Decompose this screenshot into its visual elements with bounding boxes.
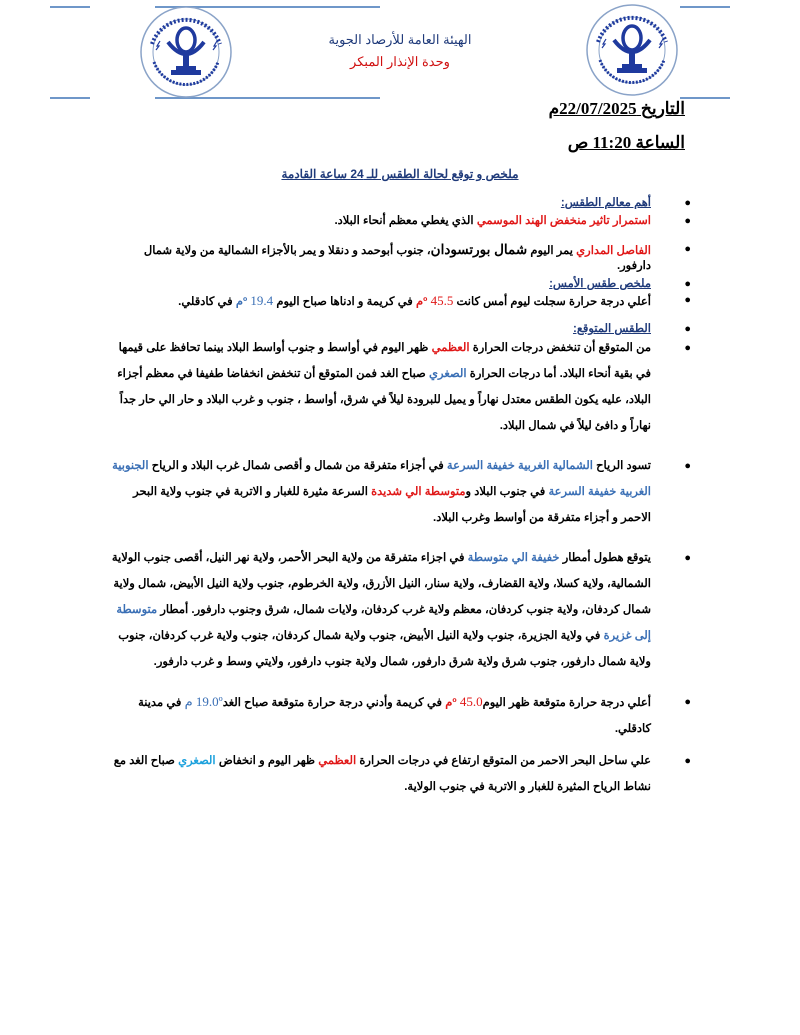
highlight-red: استمرار تاثير منخفض الهند الموسمي: [476, 215, 651, 227]
highlight-light-blue: الصغري: [178, 755, 216, 767]
feature-text: ، جنوب أبوحمد و دنقلا و يمر بالأجزاء الشمالية من ولاية شمال دارفور.: [143, 245, 651, 272]
bullet-icon: ●: [684, 342, 691, 354]
forecast-item: [110, 689, 691, 742]
text: في ولاية الجزيرة، جنوب ولاية النيل الأبيض، جنوب ولاية شمال كردفان، جنوب ولاية غرب كردفان، جنوب ولاية شمال دارفور، جنوب شرق ولاية شرق دارفور، شمال ولاية جنوب دارفور، ولايتي وسط و غرب دارفور.: [118, 630, 651, 668]
forecast-item: [110, 335, 691, 439]
bullet-icon: ●: [684, 323, 691, 335]
report-title: ملخص و توقع لحالة الطقس للـ 24 ساعة القادمة: [281, 167, 519, 181]
highlight-bold: شمال بورتسودان: [430, 242, 528, 257]
forecast-item: [110, 453, 691, 531]
text: صباح الغد فمن المتوقع أن تنخفض انخفاضا طفيفا في معظم أجزاء البلاد، عليه يكون الطقس معتدل نهاراً و يميل للبرودة ليلاً في شرق، أواسط ، جنوب و غرب البلاد و حار الي حار جداً نهاراً و دافئ ليلاً في شمال البلاد.: [117, 368, 651, 432]
text: في كريمة و ادناها صباح اليوم: [273, 296, 416, 308]
highlight-red: العظمي: [431, 342, 470, 354]
text: في كريمة وأدني درجة حرارة متوقعة صباح الغد: [222, 697, 446, 709]
report-body: [110, 196, 691, 800]
text: صباح الغد مع نشاط الرياح المثيرة للغبار و الاتربة في جنوب الولاية.: [113, 755, 651, 793]
org-header: [280, 32, 520, 70]
org-name: الهيئة العامة للأرصاد الجوية: [328, 32, 472, 47]
feature-text: يمر اليوم: [527, 245, 577, 257]
highlight-red: العظمي: [318, 755, 357, 767]
yesterday-item: [110, 293, 691, 310]
min-temp: 19.4: [247, 293, 274, 308]
text: في أجزاء متفرقة من شمال و أقصى شمال غرب البلاد و الرياح: [148, 460, 447, 472]
bullet-icon: ●: [684, 197, 691, 209]
feature-item: [110, 214, 691, 229]
min-temp: 19.0º م: [184, 694, 223, 709]
text: علي ساحل البحر الاحمر من المتوقع ارتفاع في درجات الحرارة: [356, 755, 651, 767]
max-temp-unit: ºم: [415, 296, 428, 308]
header-rule-bottom-a: [50, 97, 90, 99]
header-rule-bottom-c: [680, 97, 730, 99]
min-temp-unit: ºم: [235, 296, 248, 308]
header-rule-top-c: [680, 6, 730, 8]
text: السرعة مثيرة للغبار و الاتربة في جنوب ولاية البحر الاحمر و أجزاء متفرقة من أواسط وغرب البلاد.: [133, 486, 651, 524]
text: في مدينة كادقلي.: [138, 697, 651, 735]
forecast-item: [110, 545, 691, 675]
text: ظهر اليوم و انخفاض: [215, 755, 319, 767]
text: تسود الرياح: [592, 460, 651, 472]
text: في جنوب البلاد و: [465, 486, 549, 498]
bullet-icon: ●: [684, 215, 691, 227]
text: في كادقلي.: [178, 296, 236, 308]
max-temp: 45.5: [427, 293, 454, 308]
max-temp: 45.0: [456, 694, 483, 709]
text: في اجزاء متفرقة من ولاية البحر الأحمر، ولاية نهر النيل، أقصى جنوب الولاية الشمالية، ولاية كسلا، ولاية القضارف، ولاية سنار، النيل الأزرق، ولاية الخرطوم، جنوب ولاية النيل الأبيض، شمال ولاية شمال كردفان، ولاية جنوب كردفان، معظم ولاية غرب كردفان، ولايات شمال، شرق وجنوب دارفور. أمطار: [111, 552, 651, 616]
section-heading: الطقس المتوقع:: [572, 323, 651, 335]
text: ظهر اليوم في أواسط و جنوب أواسط البلاد بينما تحافظ على قيمها في بقية أنحاء البلاد. أما درجات الحرارة: [118, 342, 651, 380]
section-heading: ملخص طقس الأمس:: [549, 278, 651, 290]
text: من المتوقع أن تنخفض درجات الحرارة: [469, 342, 651, 354]
forecast-item: [110, 748, 691, 800]
logo-right: [584, 2, 680, 98]
bullet-icon: ●: [684, 460, 691, 472]
bullet-icon: ●: [684, 294, 691, 306]
report-time: الساعة 11:20 ص: [567, 133, 685, 152]
highlight-red: الفاصل المداري: [576, 245, 651, 257]
highlight-blue: الصغري: [429, 368, 467, 380]
text: أعلي درجة حرارة متوقعة ظهر اليوم: [482, 697, 651, 709]
yesterday-heading-item: [110, 277, 691, 292]
highlight-red: متوسطة الي شديدة: [371, 486, 466, 498]
text: يتوقع هطول أمطار: [559, 552, 651, 564]
report-date: التاريخ 22/07/2025م: [548, 99, 685, 118]
highlight-blue: متوسطة إلى غزيرة: [116, 604, 651, 642]
bullet-icon: ●: [684, 696, 691, 708]
unit-name: وحدة الإنذار المبكر: [350, 54, 450, 69]
header-rule-top-a: [50, 6, 90, 8]
sudan-meteorological-authority-logo-icon: [584, 2, 680, 98]
feature-text: الذي يغطي معظم أنحاء البلاد.: [334, 215, 477, 227]
sudan-meteorological-authority-logo-icon: [138, 4, 234, 100]
bullet-icon: ●: [684, 552, 691, 564]
max-temp-unit: ºم: [445, 697, 457, 709]
bullet-icon: ●: [684, 755, 691, 767]
bullet-icon: ●: [684, 243, 691, 255]
highlight-blue: خفيفة الي متوسطة: [467, 552, 560, 564]
highlight-blue: الشمالية الغربية خفيفة السرعة: [446, 460, 593, 472]
bullet-icon: ●: [684, 278, 691, 290]
logo-left: [138, 4, 234, 100]
section-heading: أهم معالم الطقس:: [560, 197, 651, 209]
features-heading-item: [110, 196, 691, 211]
feature-item: [110, 242, 691, 274]
text: أعلي درجة حرارة سجلت ليوم أمس كانت: [453, 296, 651, 308]
highlight-blue: الجنوبية الغربية خفيفة السرعة: [112, 460, 651, 498]
